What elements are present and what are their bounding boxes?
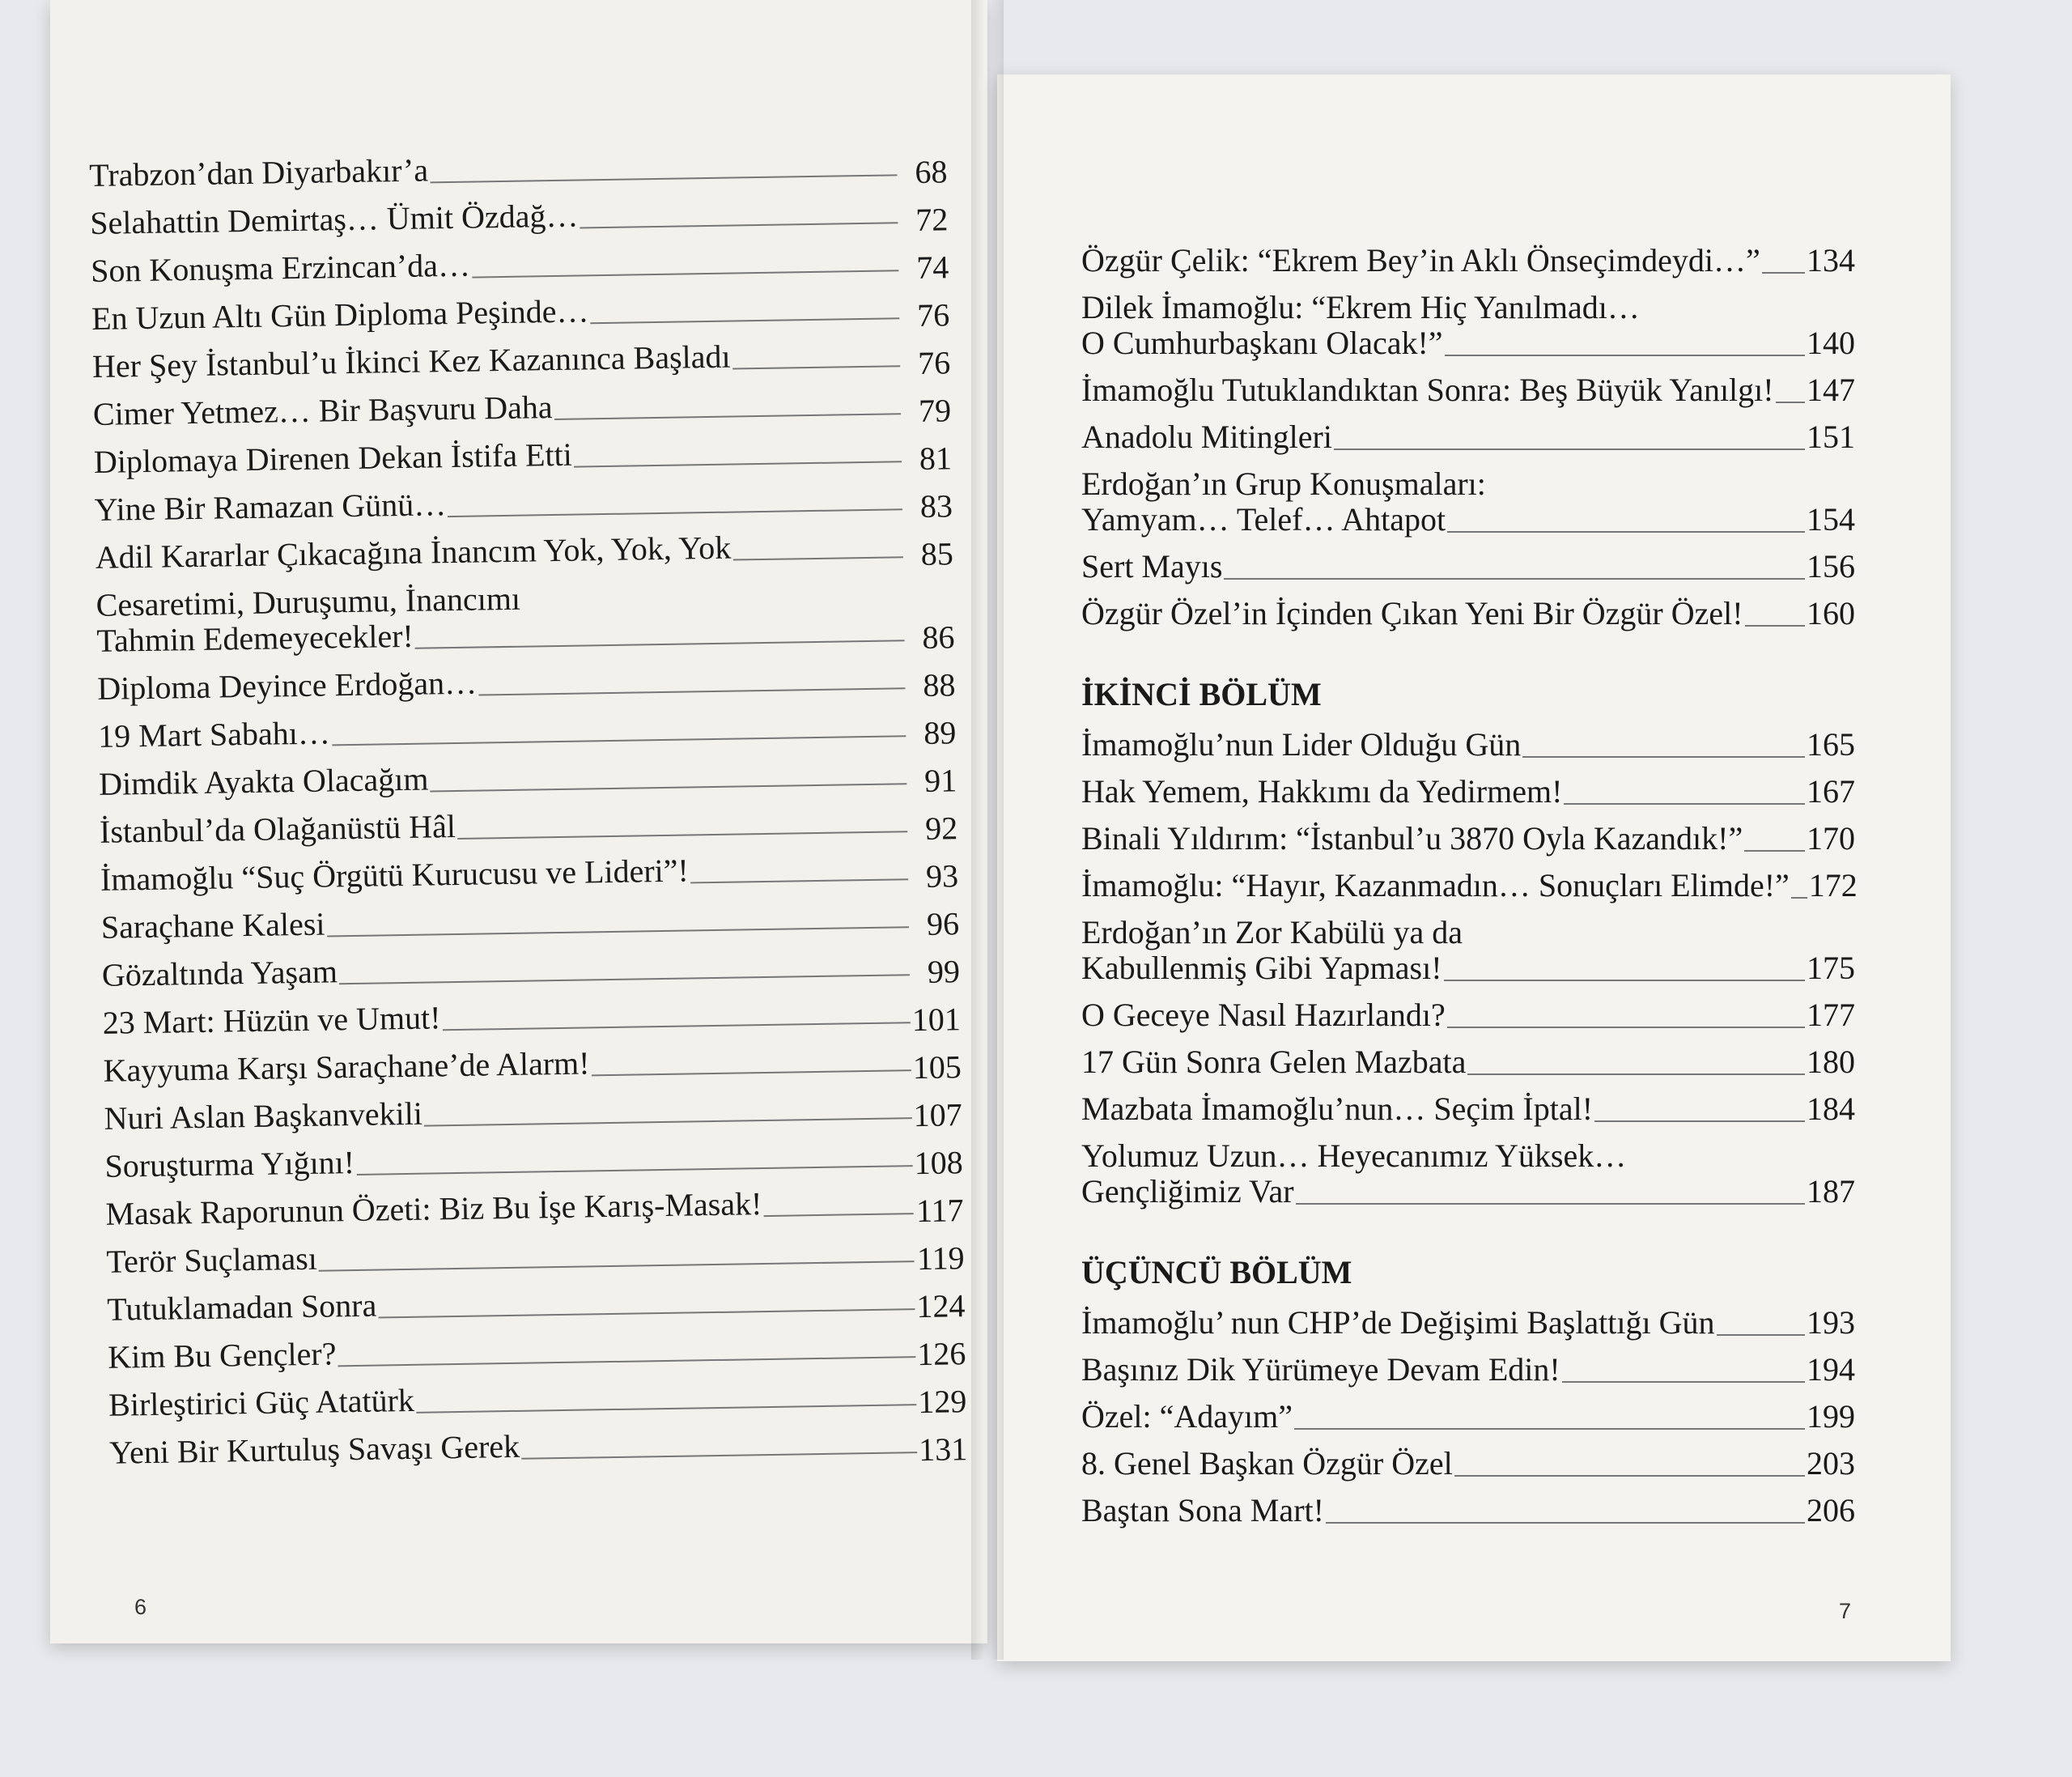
toc-entry: [100, 848, 959, 898]
dot-leader: [1444, 980, 1805, 981]
toc-entry-page-number: 68: [915, 153, 948, 190]
toc-entry-page-number: 124: [916, 1287, 966, 1325]
dot-leader: [574, 461, 902, 467]
toc-entry: [100, 801, 958, 850]
toc-entry-title: Dimdik Ayakta Olacağım: [98, 760, 429, 802]
dot-leader: [478, 687, 905, 695]
toc-entry-page-number: 187: [1807, 1173, 1855, 1209]
toc-entry-page-number: 180: [1807, 1044, 1855, 1080]
toc-entry: [1081, 774, 1855, 810]
right-top-entries: [1081, 243, 1855, 631]
toc-entry-title: Selahattin Demirtaş… Ümit Özdağ…: [89, 197, 579, 241]
dot-leader: [1776, 402, 1805, 403]
dot-leader: [1717, 1334, 1805, 1336]
toc-entry: [1081, 915, 1855, 986]
toc-entry-title: Erdoğan’ın Grup Konuşmaları:: [1081, 466, 1486, 502]
dot-leader: [1454, 1475, 1805, 1477]
dot-leader: [424, 1117, 912, 1126]
toc-entry-title: Cesaretimi, Duruşumu, İnancımı: [96, 580, 521, 623]
toc-entry-title: Özgür Özel’in İçinden Çıkan Yeni Bir Özgür Özel!: [1081, 595, 1743, 631]
right-toc-list: [1081, 242, 1858, 1540]
toc-entry-page-number: 86: [922, 619, 955, 656]
toc-entry: [1081, 1091, 1855, 1127]
dot-leader: [430, 174, 897, 183]
toc-entry-page-number: 165: [1807, 726, 1855, 763]
toc-entry-title: Son Konuşma Erzincan’da…: [90, 246, 471, 289]
toc-entry: [92, 335, 951, 385]
toc-entry-title: Anadolu Mitingleri: [1081, 419, 1332, 455]
toc-entry: [95, 526, 953, 576]
toc-entry-title: Birleştirici Güç Atatürk: [108, 1381, 415, 1423]
toc-entry-title: 17 Gün Sonra Gelen Mazbata: [1081, 1044, 1467, 1080]
toc-entry-page-number: 79: [918, 392, 952, 429]
toc-entry: [105, 1183, 964, 1232]
toc-entry: [106, 1231, 965, 1280]
toc-entry-title: Diplomaya Direnen Dekan İstifa Etti: [93, 436, 573, 480]
toc-entry: [109, 1422, 968, 1471]
toc-entry: [1081, 821, 1855, 857]
toc-entry: [104, 1087, 962, 1137]
toc-entry: [99, 753, 957, 802]
toc-entry-page-number: 119: [916, 1239, 965, 1277]
toc-entry-title: Özgür Çelik: “Ekrem Bey’in Aklı Önseçimdeydi…”: [1081, 242, 1760, 278]
dot-leader: [521, 1452, 917, 1460]
dot-leader: [732, 556, 902, 560]
toc-entry-title: Trabzon’dan Diyarbakır’a: [88, 151, 429, 193]
left-page-number: 6: [134, 1595, 147, 1619]
toc-entry-title: 8. Genel Başkan Özgür Özel: [1081, 1445, 1453, 1482]
dot-leader: [1445, 355, 1805, 356]
dot-leader: [327, 926, 909, 937]
section3-entries: [1081, 1305, 1855, 1528]
dot-leader: [1791, 897, 1807, 899]
toc-entry-title: 23 Mart: Hüzün ve Umut!: [102, 999, 441, 1041]
toc-entry-page-number: 99: [927, 953, 961, 990]
toc-entry-page-number: 89: [923, 714, 957, 751]
dot-leader: [319, 1260, 914, 1272]
toc-entry-page-number: 177: [1807, 997, 1855, 1033]
toc-entry: [97, 657, 956, 707]
toc-entry-page-number: 131: [918, 1431, 968, 1469]
toc-entry-page-number: 83: [919, 487, 953, 525]
toc-entry-page-number: 129: [917, 1383, 967, 1421]
dot-leader: [1745, 625, 1805, 627]
toc-entry-page-number: 160: [1807, 595, 1855, 631]
dot-leader: [580, 222, 898, 228]
book-gutter: [971, 0, 1004, 1660]
toc-entry-page-number: 151: [1807, 419, 1855, 455]
toc-entry: [90, 192, 949, 241]
dot-leader: [416, 1404, 916, 1414]
toc-entry: [94, 431, 953, 480]
toc-entry-title: Yolumuz Uzun… Heyecanımız Yüksek…: [1081, 1137, 1627, 1174]
toc-entry-title: Erdoğan’ın Zor Kabülü ya da: [1081, 914, 1463, 950]
dot-leader: [1744, 850, 1805, 852]
dot-leader: [1562, 1381, 1805, 1383]
toc-entry-title: İstanbul’da Olağanüstü Hâl: [99, 807, 456, 850]
dot-leader: [1326, 1522, 1805, 1524]
toc-entry-title: Saraçhane Kalesi: [100, 905, 325, 946]
toc-entry-title: 19 Mart Sabahı…: [97, 714, 331, 755]
toc-entry: [101, 896, 960, 946]
toc-entry-title: O Geceye Nasıl Hazırlandı?: [1081, 997, 1446, 1033]
toc-entry-title-continued: O Cumhurbaşkanı Olacak!”: [1081, 325, 1443, 361]
toc-entry-title: İmamoğlu’nun Lider Olduğu Gün: [1081, 726, 1522, 763]
toc-entry-page-number: 206: [1807, 1492, 1855, 1528]
section2-entries: [1081, 726, 1858, 1209]
toc-entry-title: Binali Yıldırım: “İstanbul’u 3870 Oyla Kazandık!”: [1081, 820, 1743, 857]
toc-entry-page-number: 93: [925, 857, 959, 895]
dot-leader: [1762, 272, 1805, 274]
toc-entry-page-number: 92: [924, 810, 958, 847]
toc-entry: [1081, 596, 1855, 631]
toc-entry-title: Cimer Yetmez… Bir Başvuru Daha: [92, 389, 553, 432]
toc-entry-page-number: 167: [1807, 773, 1855, 810]
toc-entry: [1081, 727, 1855, 763]
toc-entry-page-number: 101: [911, 1001, 962, 1039]
toc-entry: [1081, 372, 1855, 408]
toc-entry: [108, 1326, 966, 1375]
dot-leader: [415, 640, 905, 648]
toc-entry: [103, 1039, 962, 1089]
toc-entry: [94, 478, 953, 528]
toc-entry-page-number: 91: [923, 762, 957, 799]
toc-entry-page-number: 140: [1807, 325, 1855, 361]
toc-entry: [98, 705, 957, 755]
toc-entry-title: Yine Bir Ramazan Günü…: [94, 486, 447, 528]
dot-leader: [332, 735, 906, 746]
dot-leader: [1294, 1428, 1805, 1430]
toc-entry-title: Gözaltında Yaşam: [101, 953, 338, 993]
toc-entry: [96, 574, 954, 659]
toc-entry-title: İmamoğlu: “Hayır, Kazanmadın… Sonuçları Elimde!”: [1081, 867, 1790, 903]
toc-entry-page-number: 170: [1807, 820, 1855, 857]
dot-leader: [1447, 1027, 1805, 1028]
toc-entry: [1081, 1352, 1855, 1388]
toc-entry-page-number: 194: [1807, 1351, 1855, 1388]
toc-entry-page-number: 172: [1808, 867, 1858, 903]
toc-entry: [108, 1374, 967, 1423]
toc-entry-title: İmamoğlu Tutuklandıktan Sonra: Beş Büyük Yanılgı!: [1081, 372, 1774, 408]
toc-entry: [1081, 419, 1855, 455]
dot-leader: [690, 878, 908, 883]
toc-entry: [104, 1135, 963, 1184]
toc-entry: [1081, 1044, 1855, 1080]
toc-entry-title: Her Şey İstanbul’u İkinci Kez Kazanınca Başladı: [91, 338, 731, 385]
toc-entry-page-number: 134: [1807, 242, 1855, 278]
toc-entry-page-number: 184: [1807, 1090, 1855, 1127]
dot-leader: [1447, 531, 1805, 533]
toc-entry-page-number: 175: [1807, 950, 1855, 986]
toc-entry-page-number: 156: [1807, 548, 1855, 585]
toc-entry-page-number: 107: [913, 1096, 963, 1134]
dot-leader: [1334, 449, 1805, 450]
dot-leader: [443, 1022, 911, 1031]
toc-entry-page-number: 193: [1807, 1304, 1855, 1341]
toc-entry-page-number: 76: [916, 296, 950, 334]
toc-entry: [107, 1278, 966, 1328]
toc-entry: [1081, 1446, 1855, 1482]
toc-entry-page-number: 147: [1807, 372, 1855, 408]
dot-leader: [732, 365, 900, 369]
toc-entry-title: İmamoğlu’ nun CHP’de Değişimi Başlattığı Gün: [1081, 1304, 1715, 1341]
toc-entry-title: Masak Raporunun Özeti: Biz Bu İşe Karış-Masak!: [105, 1185, 762, 1232]
toc-entry-page-number: 81: [919, 440, 953, 477]
toc-entry-title: Kim Bu Gençler?: [107, 1335, 337, 1375]
dot-leader: [457, 831, 907, 840]
toc-entry-title: Mazbata İmamoğlu’nun… Seçim İptal!: [1081, 1090, 1594, 1127]
toc-entry-title: Özel: “Adayım”: [1081, 1398, 1293, 1435]
toc-entry: [1081, 1305, 1855, 1341]
toc-entry-title: Kayyuma Karşı Saraçhane’de Alarm!: [103, 1044, 590, 1089]
toc-entry-page-number: 74: [915, 249, 949, 286]
dot-leader: [1296, 1203, 1805, 1205]
toc-entry: [1081, 290, 1855, 361]
toc-entry: [1081, 243, 1855, 278]
toc-entry-page-number: 96: [926, 905, 960, 942]
toc-entry: [91, 240, 949, 289]
dot-leader: [554, 413, 901, 420]
toc-entry-page-number: 72: [915, 201, 949, 238]
dot-leader: [1467, 1073, 1805, 1075]
toc-entry: [1081, 466, 1855, 538]
toc-entry-title: Adil Kararlar Çıkacağına İnancım Yok, Yok, Yok: [95, 529, 732, 576]
toc-entry-title: Nuri Aslan Başkanvekili: [104, 1095, 423, 1137]
section-heading-ikinci: İKİNCİ BÖLÜM: [1081, 676, 1322, 712]
dot-leader: [338, 1356, 916, 1367]
section-heading-ucuncu: ÜÇÜNCÜ BÖLÜM: [1081, 1254, 1352, 1290]
dot-leader: [591, 317, 900, 324]
dot-leader: [1564, 803, 1805, 805]
toc-entry-title: Hak Yemem, Hakkımı da Yedirmem!: [1081, 773, 1563, 810]
toc-entry: [102, 992, 961, 1041]
dot-leader: [431, 783, 907, 792]
toc-entry-title: Tutuklamadan Sonra: [106, 1286, 377, 1328]
toc-entry-title: Terör Suçlaması: [106, 1239, 318, 1280]
toc-entry: [102, 944, 961, 993]
dot-leader: [1224, 578, 1805, 580]
toc-entry-page-number: 126: [916, 1335, 966, 1373]
toc-entry-page-number: 85: [920, 535, 954, 572]
toc-entry-title-continued: Tahmin Edemeyecekler!: [96, 617, 414, 659]
toc-entry: [1081, 1138, 1855, 1209]
toc-entry-title: Yeni Bir Kurtuluş Savaşı Gerek: [108, 1427, 520, 1471]
toc-entry-title: Dilek İmamoğlu: “Ekrem Hiç Yanılmadı…: [1081, 289, 1640, 325]
toc-entry: [1081, 867, 1858, 903]
toc-entry-title: En Uzun Altı Gün Diploma Peşinde…: [91, 292, 589, 337]
toc-entry: [91, 287, 950, 337]
toc-entry: [1081, 1399, 1855, 1435]
toc-entry-title-continued: Yamyam… Telef… Ahtapot: [1081, 501, 1446, 538]
toc-entry-title: Baştan Sona Mart!: [1081, 1492, 1324, 1528]
toc-entry-page-number: 108: [914, 1144, 963, 1182]
dot-leader: [1522, 756, 1805, 758]
toc-entry-title: Soruşturma Yığını!: [104, 1144, 355, 1184]
dot-leader: [592, 1069, 911, 1076]
toc-entry-page-number: 117: [915, 1192, 964, 1230]
right-page-number: 7: [1839, 1599, 1852, 1623]
toc-entry-title: Sert Mayıs: [1081, 548, 1223, 585]
left-toc-list: [89, 144, 968, 1482]
toc-entry: [1081, 1493, 1855, 1528]
toc-entry-page-number: 154: [1807, 501, 1855, 538]
toc-entry-page-number: 105: [912, 1048, 962, 1086]
dot-leader: [472, 270, 898, 278]
toc-entry-page-number: 199: [1807, 1398, 1855, 1435]
dot-leader: [448, 508, 902, 517]
toc-entry-title: Diploma Deyince Erdoğan…: [96, 664, 478, 707]
toc-entry-page-number: 88: [923, 666, 956, 704]
dot-leader: [339, 974, 910, 984]
toc-entry-title: Başınız Dik Yürümeye Devam Edin!: [1081, 1351, 1560, 1388]
toc-entry-page-number: 203: [1807, 1445, 1855, 1482]
dot-leader: [764, 1213, 914, 1217]
dot-leader: [378, 1308, 915, 1318]
toc-entry: [1081, 997, 1855, 1033]
toc-entry: [1081, 549, 1855, 585]
dot-leader: [1594, 1120, 1805, 1122]
toc-entry-title-continued: Gençliğimiz Var: [1081, 1173, 1294, 1209]
toc-entry-page-number: 76: [917, 344, 951, 381]
toc-entry: [93, 383, 952, 432]
toc-entry-title: İmamoğlu “Suç Örgütü Kurucusu ve Lideri”!: [100, 852, 690, 898]
dot-leader: [356, 1165, 912, 1175]
toc-entry-title-continued: Kabullenmiş Gibi Yapması!: [1081, 950, 1442, 986]
